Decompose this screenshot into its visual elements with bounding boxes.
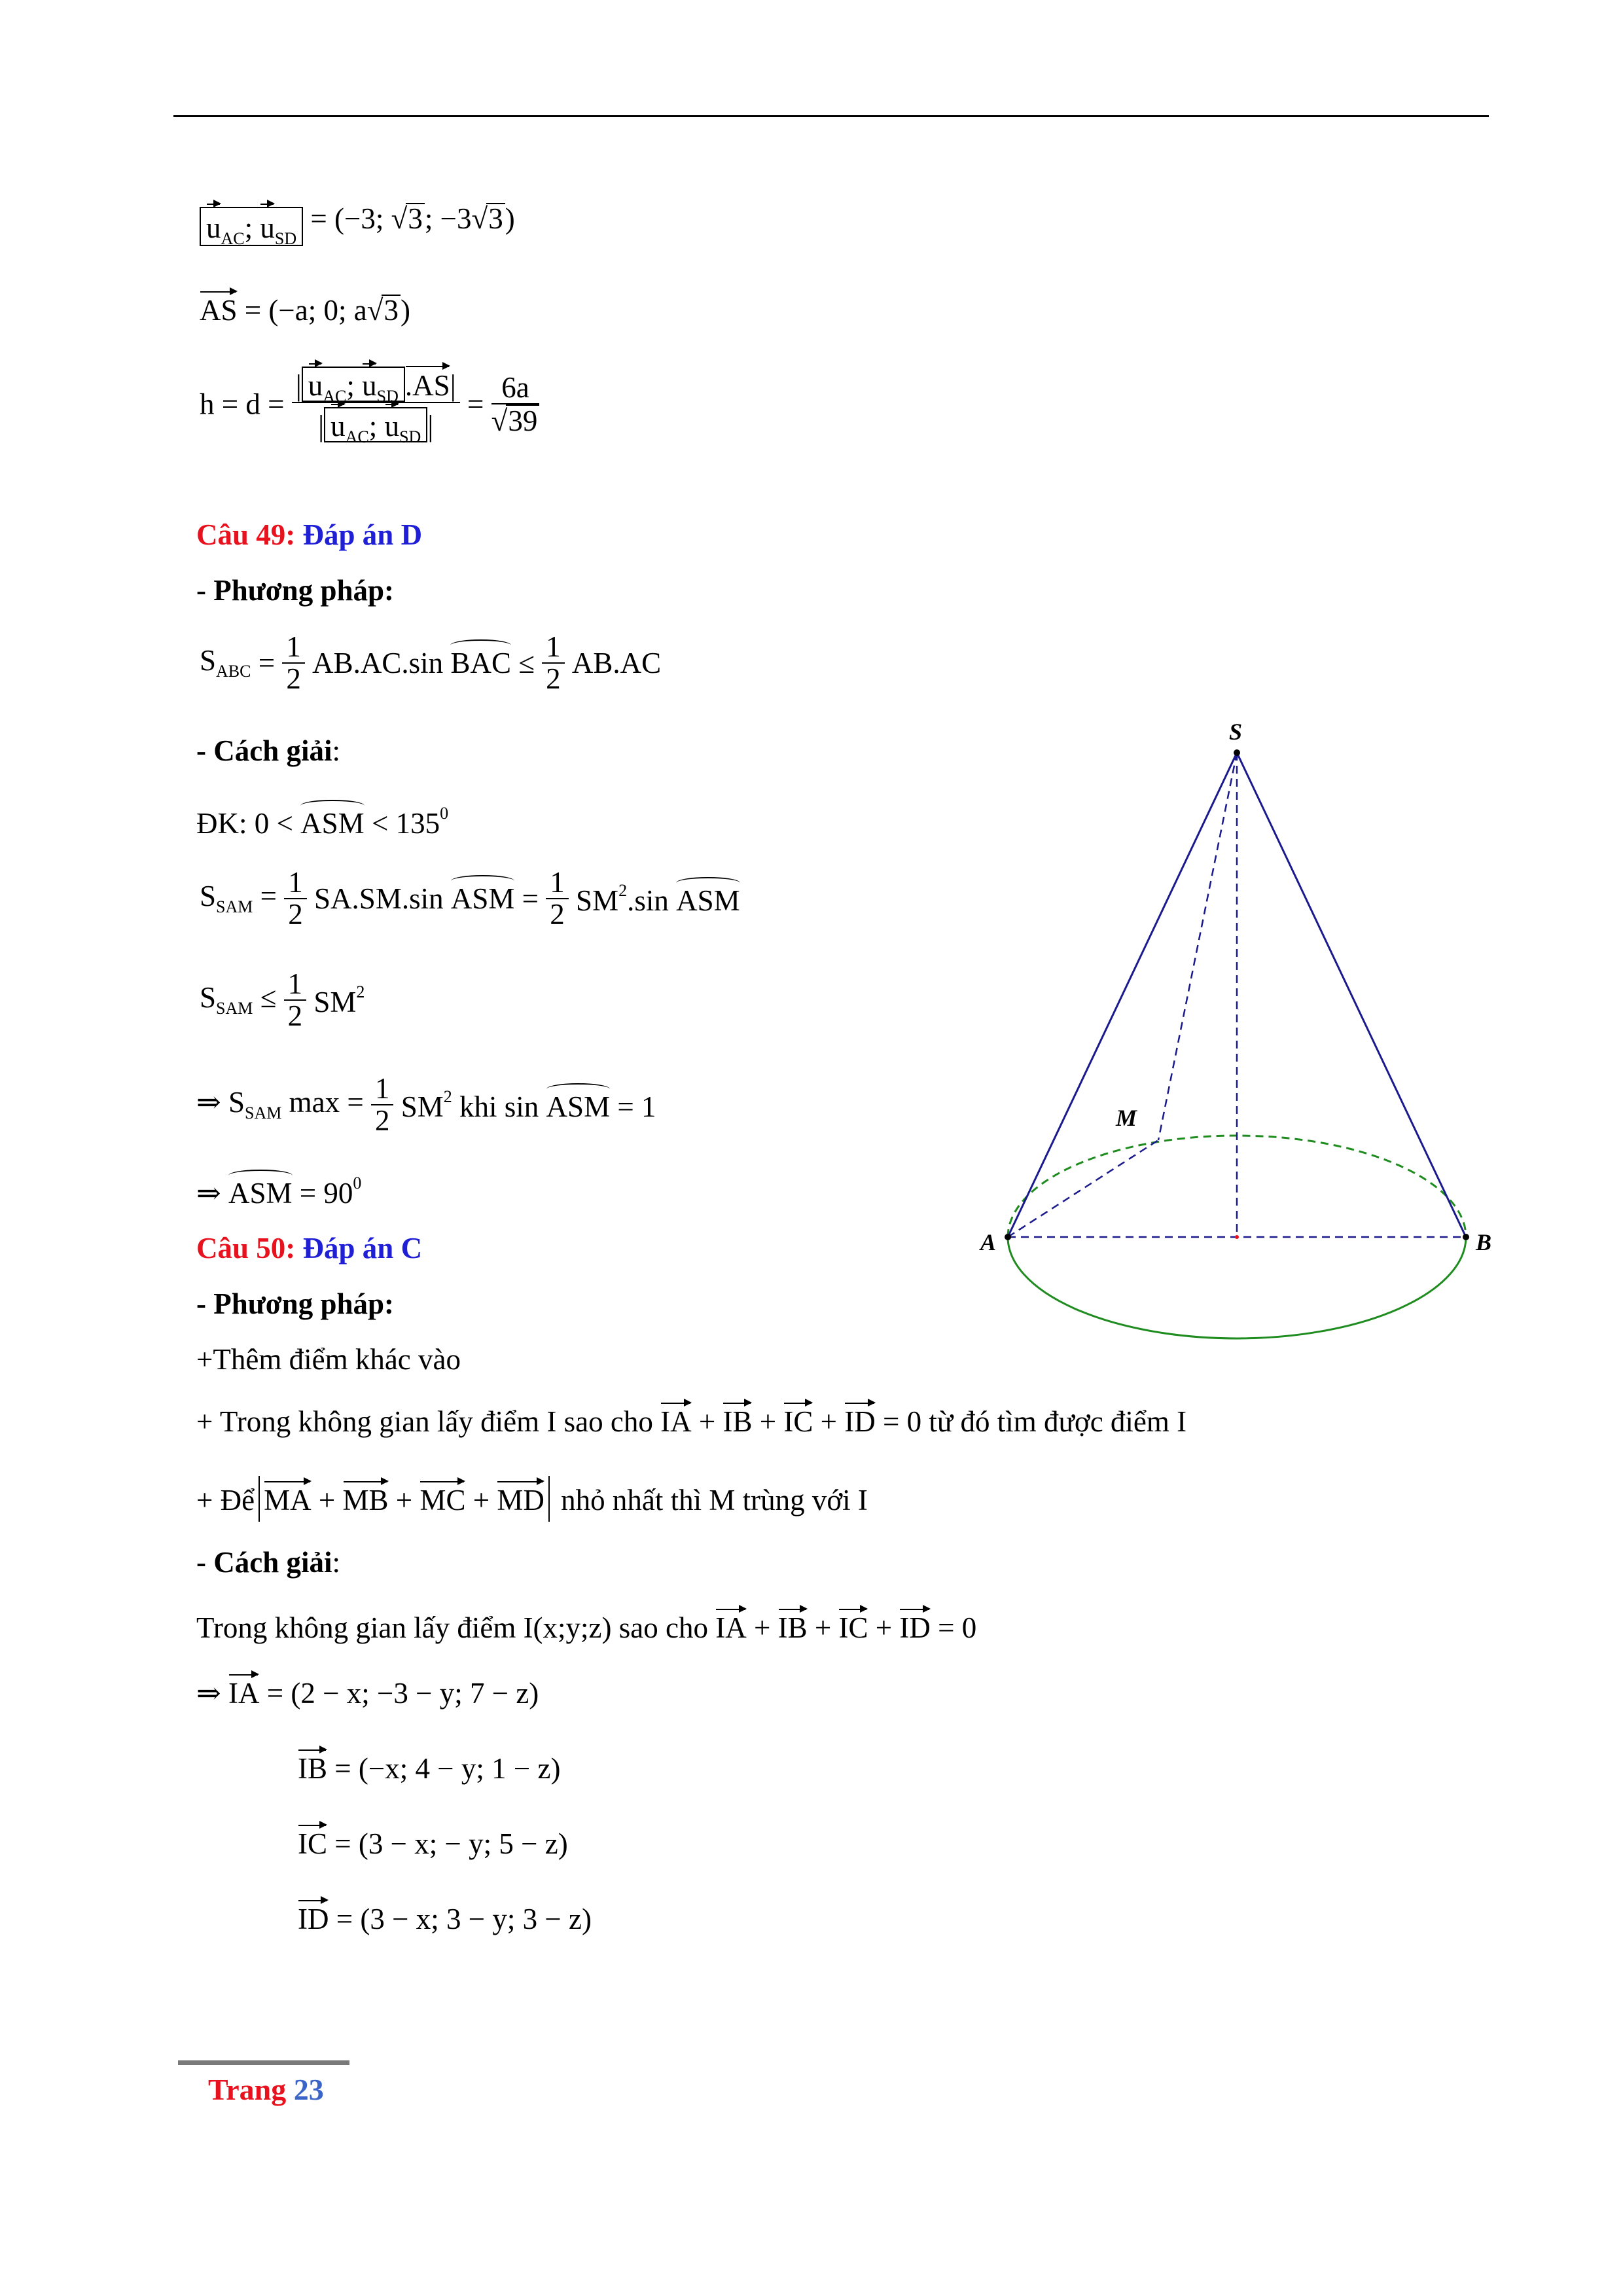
base-front-arc [1008,1237,1466,1338]
center-point [1235,1235,1239,1239]
segment-sm [1158,753,1237,1140]
q50-step2: + Trong không gian lấy điểm I sao cho IA + IB + IC + ID = 0 từ đó tìm được điểm I [196,1405,1187,1438]
q50-ic: IC = (3 − x; − y; 5 − z) [298,1827,568,1860]
distance-formula-line: h = d = $\frac{| u_{AC}; u_{SD} .AS|}{| u_{AC}; u_{SD} |}$ = $\frac{6a}{√39}$ [200,367,539,442]
q49-condition: ĐK: 0 < ASM < $135^0$ [196,804,449,840]
q50-solution-setup: Trong không gian lấy điểm I(x;y;z) sao cho IA + IB + IC + ID = 0 [196,1611,977,1644]
label-m: M [1116,1105,1137,1131]
distance-fraction: $\frac{| u_{AC}; u_{SD} .AS|}{| u_{AC}; u_{SD} |}$ [292,367,460,442]
cone-figure [969,720,1518,1374]
q49-area-bound: $S_{SAM}$ ≤ $\frac{1}{2}$ $SM^2$ [200,967,365,1033]
label-s: S [1229,720,1243,745]
q49-solution-label: - Cách giải: [196,734,341,767]
q50-solution-label: - Cách giải: [196,1546,341,1579]
q49-heading: Câu 49: Đáp án D [196,518,423,551]
q50-ia: ⇒ IA = (2 − x; −3 − y; 7 − z) [196,1677,539,1710]
q49-conclusion: ⇒ ASM = $90^0$ [196,1174,362,1210]
q49-area-sam: $S_{SAM}$ = $\frac{1}{2}$ SA.SM.sin ASM = $\frac{1}{2}$ $SM^2.\sin$ ASM [200,866,740,931]
q49-method-formula: $S_{ABC}$ = $\frac{1}{2}$ AB.AC.sin BAC ≤ $\frac{1}{2}$ AB.AC [200,630,662,696]
q49-method-label: - Phương pháp: [196,574,395,607]
q50-heading: Câu 50: Đáp án C [196,1232,423,1265]
edge-sa [1008,753,1237,1237]
vector-as-line: AS = (−a; 0; a√3) [200,294,410,327]
point-b [1463,1234,1469,1240]
result-fraction: $\frac{6a}{√39}$ [491,372,540,437]
header-rule [173,115,1489,117]
q50-id: ID = (3 − x; 3 − y; 3 − z) [298,1903,592,1935]
cross-product-line: $u_{AC}$; $u_{SD} = (-3$; √3; −3√3) [200,203,515,246]
point-s [1234,749,1240,756]
cross-bracket: $u_{AC}$; $u_{SD}$ [200,207,303,246]
edge-sb [1237,753,1466,1237]
q50-method-label: - Phương pháp: [196,1287,395,1320]
footer-rule [178,2060,349,2065]
point-a [1005,1234,1011,1240]
label-a: A [980,1229,997,1255]
q49-max: ⇒ $S_{SAM}$ max = $\frac{1}{2}$ $SM^2$ khi sin ASM = 1 [196,1072,656,1138]
page-number: Trang 23 [208,2073,324,2106]
q50-step3: + Để MA + MB + MC + MD nhỏ nhất thì M trùng với I [196,1476,868,1522]
q50-ib: IB = (−x; 4 − y; 1 − z) [298,1752,561,1785]
q50-add-point: +Thêm điểm khác vào [196,1343,461,1376]
label-b: B [1476,1229,1492,1255]
